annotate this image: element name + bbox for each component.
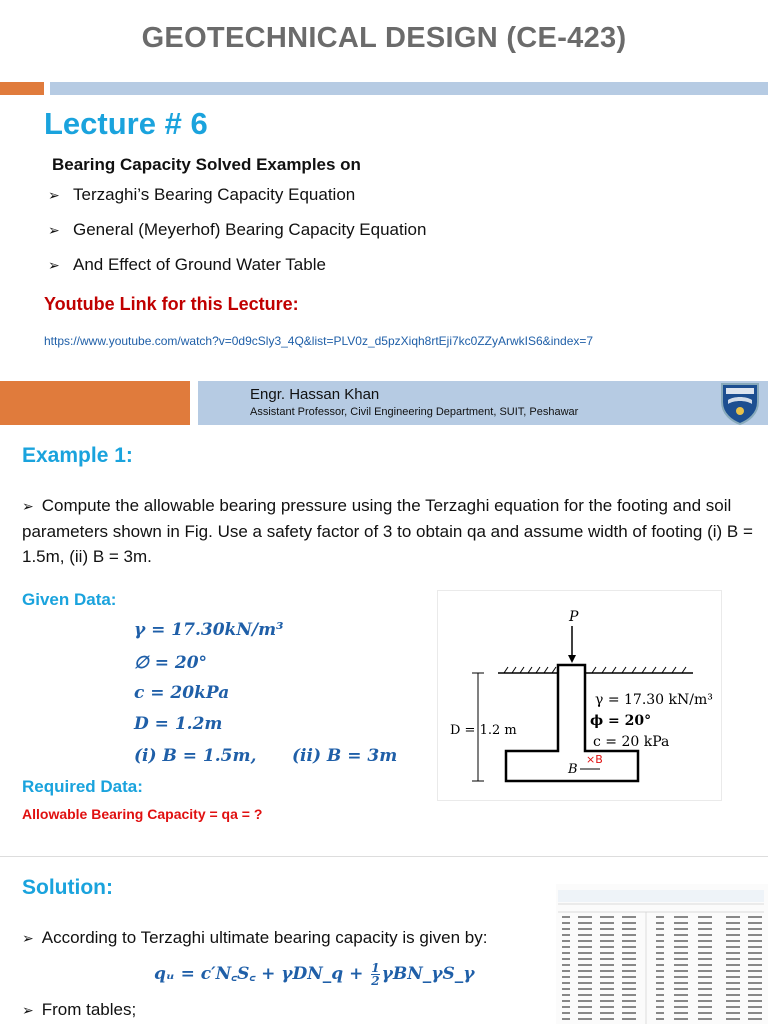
accent-bar-blue — [50, 82, 768, 95]
solution-line-2: ➢ From tables; — [22, 1000, 137, 1019]
fig-cohesion: c = 20 kPa — [593, 734, 670, 750]
ground-hatching — [504, 667, 686, 673]
given-gamma: γ = 17.30kN/m³ — [134, 620, 284, 640]
youtube-heading: Youtube Link for this Lecture: — [44, 294, 299, 314]
solution-line-1: ➢ According to Terzaghi ultimate bearing capacity is given by: — [22, 928, 488, 947]
bearing-capacity-table-thumbnail — [556, 884, 768, 1024]
required-value: Allowable Bearing Capacity = qa = ? — [22, 806, 263, 822]
author-title: Assistant Professor, Civil Engineering Department, SUIT, Peshawar — [250, 406, 579, 418]
load-label: P — [569, 609, 579, 625]
topic-item: ➢ And Effect of Ground Water Table — [48, 255, 326, 274]
given-width-1: (i) B = 1.5m, — [134, 746, 257, 766]
depth-label: D = 1.2 m — [450, 723, 517, 738]
load-arrowhead — [568, 655, 576, 663]
arrow-bullet-icon: ➢ — [48, 257, 60, 273]
given-heading: Given Data: — [22, 590, 117, 609]
arrow-bullet-icon: ➢ — [22, 930, 34, 946]
width-label: B — [568, 762, 578, 777]
given-phi: ∅ = 20° — [134, 653, 208, 673]
slide-separator — [0, 856, 768, 857]
terzaghi-formula: qᵤ = c′N꜀S꜀ + γDN_q + $\frac{1}{2}$ γBN_γS_γ — [154, 961, 475, 988]
arrow-bullet-icon: ➢ — [22, 1002, 34, 1018]
course-title: GEOTECHNICAL DESIGN (CE-423) — [141, 22, 627, 54]
arrow-bullet-icon: ➢ — [48, 222, 60, 238]
topics-heading: Bearing Capacity Solved Examples on — [52, 155, 361, 174]
arrow-bullet-icon: ➢ — [22, 498, 34, 514]
topic-item: ➢ General (Meyerhof) Bearing Capacity Equation — [48, 220, 427, 239]
footing-figure — [437, 590, 722, 801]
given-cohesion: c = 20kPa — [134, 683, 230, 703]
footer-accent-orange — [0, 381, 190, 425]
accent-bar-orange — [0, 82, 44, 95]
author-name: Engr. Hassan Khan — [250, 386, 380, 403]
university-logo-icon — [716, 380, 764, 426]
solution-title: Solution: — [22, 876, 113, 899]
fig-phi: ϕ = 20° — [590, 713, 652, 729]
lecture-title: Lecture # 6 — [44, 106, 208, 141]
width-annotation: ×B — [586, 753, 603, 766]
youtube-link[interactable]: https://www.youtube.com/watch?v=0d9cSly3_4Q&list=PLV0z_d5pzXiqh8rtEji7kc0ZZyArwkIS6&index=7 — [44, 334, 594, 348]
given-width-2: (ii) B = 3m — [292, 746, 398, 766]
arrow-bullet-icon: ➢ — [48, 187, 60, 203]
given-depth: D = 1.2m — [134, 714, 223, 734]
required-heading: Required Data: — [22, 777, 143, 796]
fig-gamma: γ = 17.30 kN/m³ — [595, 692, 713, 708]
example-statement: ➢ Compute the allowable bearing pressure using the Terzaghi equation for the footing and soil parameters shown in Fig. Use a safety factor of 3 to obtain qa and assume width of footing (i) B = 1.5m, (ii) B = 3m. — [22, 496, 753, 566]
example-title: Example 1: — [22, 444, 133, 467]
topic-item: ➢ Terzaghi’s Bearing Capacity Equation — [48, 185, 356, 204]
formula-fraction: $\frac{1}{2}$ — [371, 961, 380, 988]
